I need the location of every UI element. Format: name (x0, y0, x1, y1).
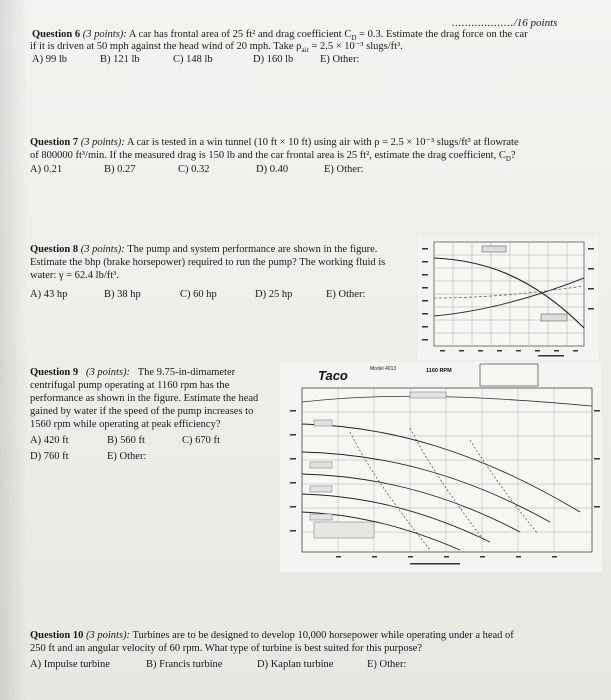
q9-option-b[interactable]: B) 560 ft (107, 435, 145, 446)
q10-line1 (30, 630, 514, 643)
q7-option-b[interactable]: B) 0.27 (104, 164, 136, 175)
q6-option-d[interactable]: D) 160 lb (253, 54, 294, 65)
q6-points: (3 points): (82, 29, 127, 40)
q7-option-c[interactable]: C) 0.32 (178, 164, 210, 175)
q7-points: (3 points): (80, 137, 125, 148)
q6-text2: if it is driven at 50 mph against the head wind of 20 mph. Take ρ (30, 41, 302, 52)
q7-line1 (30, 137, 519, 150)
q8-option-a[interactable]: A) 43 hp (30, 289, 68, 300)
q6-text1: A car has frontal area of 25 ft² and drag coefficient C (128, 29, 352, 40)
q9-text1: The 9.75-in-dimameter (137, 367, 236, 378)
q10-line2: 250 ft and an angular velocity of 60 rpm. What type of turbine is best suited for this purpose? (30, 643, 423, 654)
q7-option-d[interactable]: D) 0.40 (256, 164, 289, 175)
q8-option-e[interactable]: E) Other: (326, 289, 366, 300)
q8-figure-graphic (418, 238, 598, 360)
page-shadow (0, 0, 28, 700)
q8-heading: Question 8 (30, 244, 79, 255)
q7-text2: of 800000 ft³/min. If the measured drag is 150 lb and the car frontal area is 25 ft², estimate the drag coefficient, C (30, 150, 506, 161)
q6-option-b[interactable]: B) 121 lb (100, 54, 140, 65)
q9-line5: 1560 rpm while operating at peak efficiency? (30, 419, 221, 430)
q9-line4: gained by water if the speed of the pump increases to (30, 406, 254, 417)
q8-line3: water: γ = 62.4 lb/ft³. (30, 270, 119, 281)
q10-points: (3 points): (86, 630, 131, 641)
q10-option-e[interactable]: E) Other: (367, 659, 407, 670)
q9-option-d[interactable]: D) 760 ft (30, 451, 69, 462)
model-label: Model 4013 (370, 366, 397, 372)
q9-line1 (30, 367, 235, 380)
q8-line2: Estimate the bhp (brake horsepower) required to run the pump? The working fluid is (30, 257, 386, 268)
score-blank: ................... (452, 17, 514, 29)
q7-option-a[interactable]: A) 0.21 (30, 164, 63, 175)
q8-option-c[interactable]: C) 60 hp (180, 289, 217, 300)
q9-line3: performance as shown in the figure. Estimate the head (30, 393, 259, 404)
q7-text1: A car is tested in a win tunnel (10 ft × 10 ft) using air with ρ = 2.5 × 10⁻³ slugs/ft³ at flowrate (126, 137, 519, 148)
q10-option-a[interactable]: A) Impulse turbine (30, 659, 110, 670)
q7-text2-rest: ? (510, 150, 516, 161)
q9-option-e[interactable]: E) Other: (107, 451, 147, 462)
q9-pump-figure (280, 362, 602, 572)
q9-line2: centrifugal pump operating at 1160 rpm has the (30, 380, 230, 391)
q9-heading: Question 9 (30, 367, 79, 378)
q6-heading: Question 6 (32, 29, 81, 40)
q6-text1-rest: = 0.3. Estimate the drag force on the car (356, 29, 528, 40)
q8-points: (3 points): (80, 244, 125, 255)
score-label: /16 points (513, 17, 558, 29)
q8-option-d[interactable]: D) 25 hp (255, 289, 293, 300)
q9-points: (3 points): (86, 367, 131, 378)
rpm-label: 1160 RPM (426, 368, 452, 374)
q6-text1-sub: D (351, 34, 357, 43)
q8-option-b[interactable]: B) 38 hp (104, 289, 141, 300)
q6-text2-sub: air (301, 46, 309, 55)
q7-heading: Question 7 (30, 137, 79, 148)
q10-heading: Question 10 (30, 630, 84, 641)
q7-option-e[interactable]: E) Other: (324, 164, 364, 175)
q6-option-c[interactable]: C) 148 lb (173, 54, 213, 65)
q6-option-e[interactable]: E) Other: (320, 54, 360, 65)
q6-option-a[interactable]: A) 99 lb (32, 54, 67, 65)
q7-text2-sub: D (505, 155, 511, 164)
q8-line1 (30, 244, 377, 257)
q8-pump-figure (418, 238, 598, 360)
taco-logo: Taco (318, 368, 348, 383)
q6-text2-rest: = 2.5 × 10⁻³ slugs/ft³. (308, 41, 403, 52)
score-line (452, 17, 557, 29)
q10-option-b[interactable]: B) Francis turbine (146, 659, 223, 670)
q10-text1: Turbines are to be designed to develop 10,000 horsepower while operating under a head of (132, 630, 514, 641)
q8-text1: The pump and system performance are shown in the figure. (127, 244, 378, 255)
q9-option-a[interactable]: A) 420 ft (30, 435, 69, 446)
q9-figure-graphic (280, 362, 602, 572)
q9-option-c[interactable]: C) 670 ft (182, 435, 220, 446)
q10-option-d[interactable]: D) Kaplan turbine (257, 659, 334, 670)
